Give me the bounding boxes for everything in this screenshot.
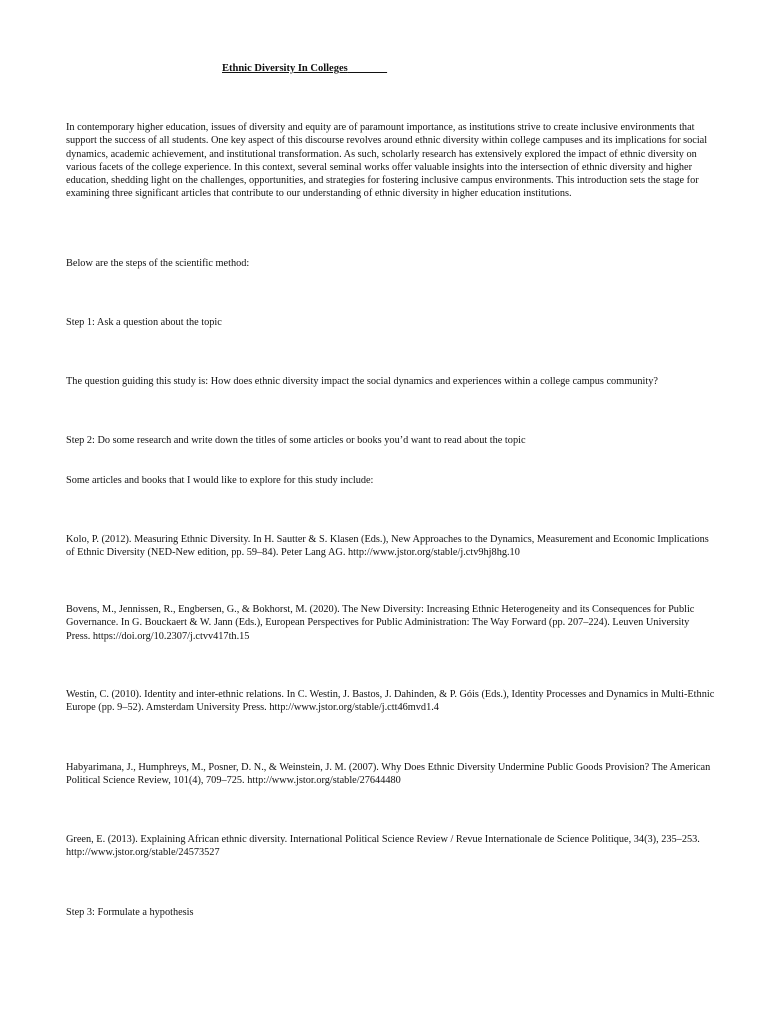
reference-item: Habyarimana, J., Humphreys, M., Posner, D. N., & Weinstein, J. M. (2007). Why Does Ethnic Diversity Undermine Public Goods Provision? The American Political Science Review, 101(4), 709–725. http://www.jstor.org/stable/27644480 bbox=[66, 762, 711, 787]
step-1-heading: Step 1: Ask a question about the topic bbox=[66, 317, 222, 328]
steps-intro: Below are the steps of the scientific method: bbox=[66, 258, 250, 269]
reference-item: Westin, C. (2010). Identity and inter-ethnic relations. In C. Westin, J. Bastos, J. Dahinden, & P. Góis (Eds.), Identity Processes and Dynamics in Multi-Ethnic Europe (pp. 9–52). Amsterdam University Press. http://www.jstor.org/stable/j.ctt46mvd1.4 bbox=[66, 689, 715, 714]
reference-item: Green, E. (2013). Explaining African ethnic diversity. International Political Science Review / Revue Internationale de Science Politique, 34(3), 235–253. http://www.jstor.org/stable/24573527 bbox=[66, 834, 700, 859]
step-3-heading: Step 3: Formulate a hypothesis bbox=[66, 907, 194, 918]
step-2-heading: Step 2: Do some research and write down the titles of some articles or books you’d want to read about the topic bbox=[66, 435, 526, 446]
guiding-question: The question guiding this study is: How does ethnic diversity impact the social dynamics and experiences within a college campus community? bbox=[66, 376, 658, 387]
document-title bbox=[222, 62, 387, 75]
articles-intro: Some articles and books that I would like to explore for this study include: bbox=[66, 475, 374, 486]
title-text: Ethnic Diversity In Colleges bbox=[222, 63, 348, 74]
title-underline-tail bbox=[348, 63, 387, 74]
reference-item: Bovens, M., Jennissen, R., Engbersen, G., & Bokhorst, M. (2020). The New Diversity: Increasing Ethnic Heterogeneity and its Consequences for Public Governance. In G. Bouckaert & W. Jann (Eds.), European Perspectives for Public Administration: The Way Forward (pp. 207–224). Leuven University Press. https://doi.org/10.2307/j.ctvv417th.15 bbox=[66, 604, 695, 642]
reference-item: Kolo, P. (2012). Measuring Ethnic Diversity. In H. Sautter & S. Klasen (Eds.), New Approaches to the Dynamics, Measurement and Economic Implications of Ethnic Diversity (NED-New edition, pp. 59–84). Peter Lang AG. http://www.jstor.org/stable/j.ctv9hj8hg.10 bbox=[66, 534, 709, 559]
intro-paragraph: In contemporary higher education, issues of diversity and equity are of paramount importance, as institutions strive to create inclusive environments that support the success of all students. One key aspect of this discourse revolves around ethnic diversity within college campuses and its implications for social dynamics, academic achievement, and institutional transformation. As such, scholarly research has extensively explored the impact of ethnic diversity on various facets of the college experience. In this context, several seminal works offer valuable insights into the intersection of ethnic diversity and higher education, shedding light on the challenges, opportunities, and strategies for fostering inclusive campus environments. This introduction sets the stage for examining three significant articles that contribute to our understanding of ethnic diversity in higher education institutions. bbox=[66, 122, 708, 200]
